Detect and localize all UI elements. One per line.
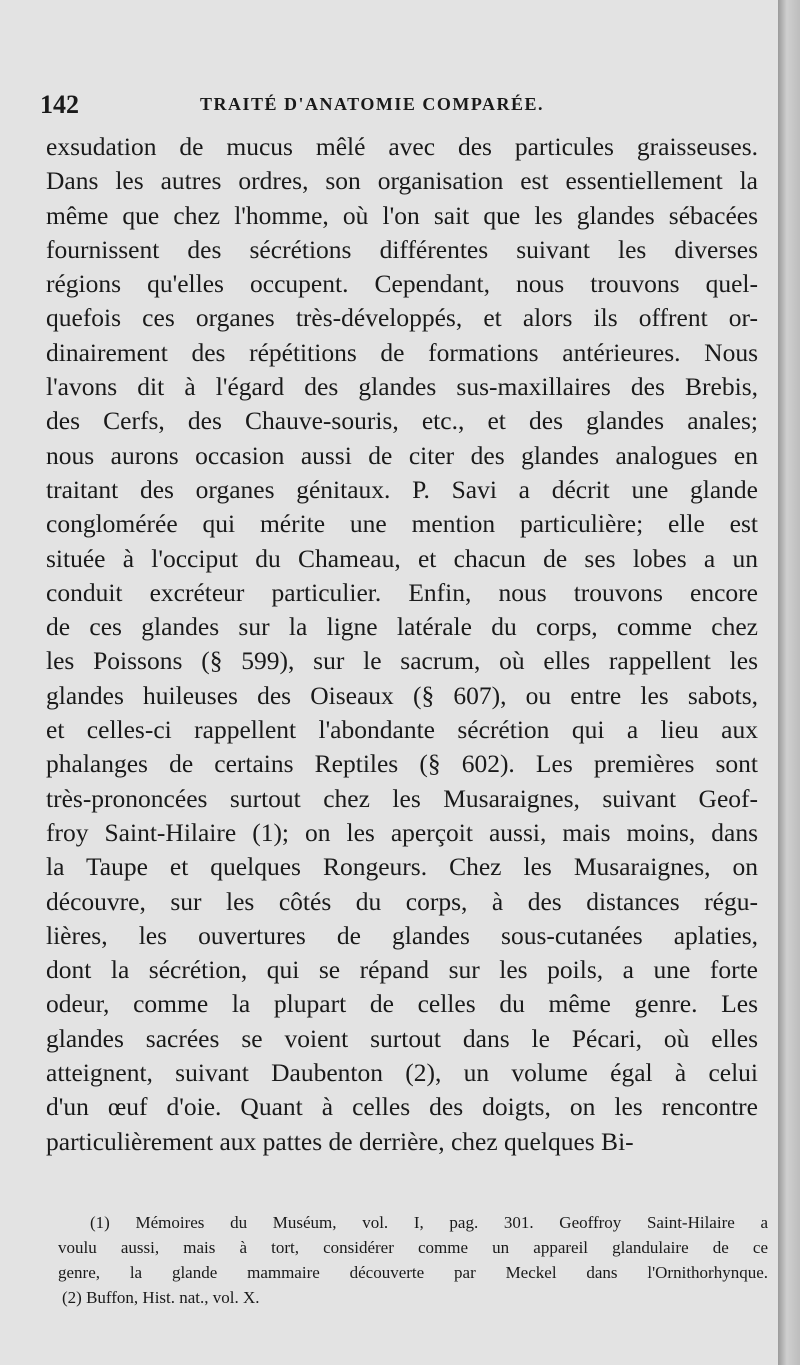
footnote-1-line: genre, la glande mammaire découverte par Meckel dans l'Ornithorhynque. bbox=[58, 1263, 768, 1282]
text-line: située à l'occiput du Chameau, et chacun de ses lobes a un bbox=[46, 543, 758, 573]
footnote-1-line: (1) Mémoires du Muséum, vol. I, pag. 301. Geoffroy Saint-Hilaire a bbox=[90, 1213, 768, 1232]
text-line: dont la sécrétion, qui se répand sur les poils, a une forte bbox=[46, 955, 758, 985]
text-line: quefois ces organes très-développés, et alors ils offrent or- bbox=[46, 303, 758, 333]
text-line: très-prononcées surtout chez les Musaraignes, suivant Geof- bbox=[46, 783, 758, 813]
text-line: nous aurons occasion aussi de citer des glandes analogues en bbox=[46, 440, 758, 470]
text-line: et celles-ci rappellent l'abondante sécrétion qui a lieu aux bbox=[46, 715, 758, 745]
text-line: exsudation de mucus mêlé avec des particules graisseuses. bbox=[46, 132, 758, 161]
footnote-1-line: voulu aussi, mais à tort, considérer comme un appareil glandulaire de ce bbox=[58, 1238, 768, 1257]
text-line: découvre, sur les côtés du corps, à des distances régu- bbox=[46, 886, 758, 916]
body-text bbox=[46, 130, 758, 1159]
text-line: glandes sacrées se voient surtout dans le Pécari, où elles bbox=[46, 1023, 758, 1053]
text-line: conduit excréteur particulier. Enfin, nous trouvons encore bbox=[46, 577, 758, 607]
text-line: d'un œuf d'oie. Quant à celles des doigts, on les rencontre bbox=[46, 1092, 758, 1122]
text-line: les Poissons (§ 599), sur le sacrum, où elles rappellent les bbox=[46, 646, 758, 676]
text-line: l'avons dit à l'égard des glandes sus-maxillaires des Brebis, bbox=[46, 372, 758, 402]
text-line: fournissent des sécrétions différentes suivant les diverses bbox=[46, 234, 758, 264]
text-line: même que chez l'homme, où l'on sait que les glandes sébacées bbox=[46, 200, 758, 230]
text-line: particulièrement aux pattes de derrière, chez quelques Bi- bbox=[46, 1126, 634, 1156]
footnote-2-line: (2) Buffon, Hist. nat., vol. X. bbox=[62, 1288, 260, 1307]
running-head: TRAITÉ D'ANATOMIE COMPARÉE. bbox=[200, 94, 545, 114]
text-line: odeur, comme la plupart de celles du même genre. Les bbox=[46, 989, 758, 1019]
text-line: froy Saint-Hilaire (1); on les aperçoit aussi, mais moins, dans bbox=[46, 817, 758, 847]
page-number: 142 bbox=[40, 90, 79, 119]
text-line: régions qu'elles occupent. Cependant, nous trouvons quel- bbox=[46, 269, 758, 299]
page-header bbox=[40, 90, 760, 124]
footnotes bbox=[58, 1210, 768, 1310]
text-line: Dans les autres ordres, son organisation est essentiellement la bbox=[46, 166, 758, 196]
text-line: conglomérée qui mérite une mention particulière; elle est bbox=[46, 509, 758, 539]
text-line: de ces glandes sur la ligne latérale du corps, comme chez bbox=[46, 612, 758, 642]
page-edge bbox=[778, 0, 800, 1365]
text-line: phalanges de certains Reptiles (§ 602). Les premières sont bbox=[46, 749, 758, 779]
text-line: des Cerfs, des Chauve-souris, etc., et des glandes anales; bbox=[46, 406, 758, 436]
text-line: glandes huileuses des Oiseaux (§ 607), ou entre les sabots, bbox=[46, 680, 758, 710]
text-line: atteignent, suivant Daubenton (2), un volume égal à celui bbox=[46, 1058, 758, 1088]
text-line: lières, les ouvertures de glandes sous-cutanées aplaties, bbox=[46, 920, 758, 950]
text-line: dinairement des répétitions de formations antérieures. Nous bbox=[46, 337, 758, 367]
text-line: la Taupe et quelques Rongeurs. Chez les Musaraignes, on bbox=[46, 852, 758, 882]
text-line: traitant des organes génitaux. P. Savi a décrit une glande bbox=[46, 474, 758, 504]
